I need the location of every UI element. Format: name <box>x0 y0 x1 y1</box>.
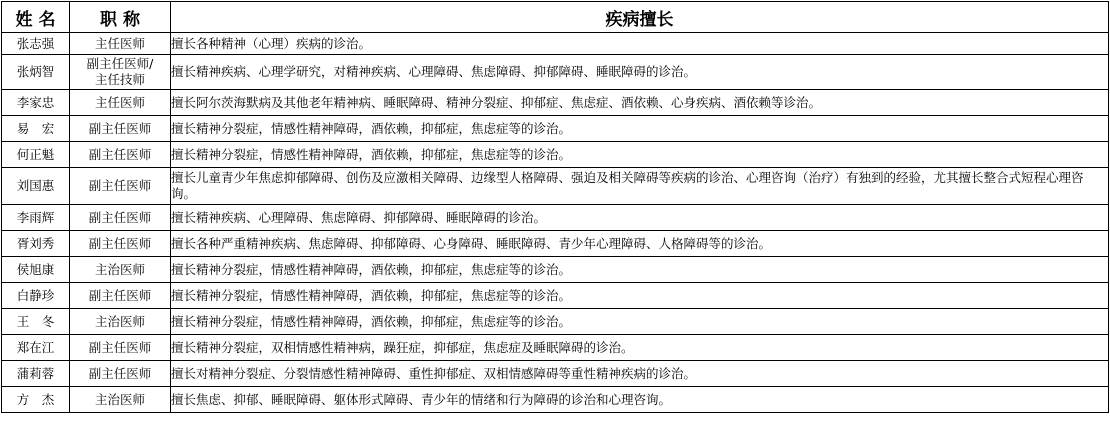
table-row <box>2 205 1109 231</box>
table-row <box>2 33 1109 55</box>
doctor-name: 张炳智 <box>2 55 70 90</box>
doctor-title: 副主任医师 <box>70 142 171 168</box>
doctor-specialty: 擅长阿尔茨海默病及其他老年精神病、睡眠障碍、精神分裂症、抑郁症、焦虑症、酒依赖、心身疾病、酒依赖等诊治。 <box>171 90 1109 116</box>
doctor-title: 副主任医师 <box>70 361 171 387</box>
table-row <box>2 168 1109 205</box>
doctor-title: 主治医师 <box>70 309 171 335</box>
header-specialty: 疾病擅长 <box>171 2 1109 33</box>
doctor-specialty: 擅长精神疾病、心理学研究，对精神疾病、心理障碍、焦虑障碍、抑郁障碍、睡眠障碍的诊治。 <box>171 55 1109 90</box>
doctor-specialty: 擅长精神分裂症，双相情感性精神病，躁狂症，抑郁症，焦虑症及睡眠障碍的诊治。 <box>171 335 1109 361</box>
doctor-title: 主治医师 <box>70 257 171 283</box>
doctor-title: 主任医师 <box>70 90 171 116</box>
table-row <box>2 361 1109 387</box>
table-row <box>2 335 1109 361</box>
doctor-name: 方 杰 <box>2 387 70 413</box>
doctor-specialty: 擅长各种严重精神疾病、焦虑障碍、抑郁障碍、心身障碍、睡眠障碍、青少年心理障碍、人格障碍等的诊治。 <box>171 231 1109 257</box>
doctor-specialty: 擅长精神疾病、心理障碍、焦虑障碍、抑郁障碍、睡眠障碍的诊治。 <box>171 205 1109 231</box>
table-row <box>2 55 1109 90</box>
doctor-specialty: 擅长精神分裂症，情感性精神障碍，酒依赖，抑郁症，焦虑症等的诊治。 <box>171 142 1109 168</box>
doctor-name: 侯旭康 <box>2 257 70 283</box>
table-row <box>2 309 1109 335</box>
doctor-specialty: 擅长精神分裂症，情感性精神障碍，酒依赖，抑郁症，焦虑症等的诊治。 <box>171 309 1109 335</box>
doctor-name: 李家忠 <box>2 90 70 116</box>
doctor-title: 副主任医师 <box>70 335 171 361</box>
doctor-name: 易 宏 <box>2 116 70 142</box>
doctor-specialty: 擅长精神分裂症，情感性精神障碍，酒依赖，抑郁症，焦虑症等的诊治。 <box>171 257 1109 283</box>
doctor-name: 白静珍 <box>2 283 70 309</box>
doctor-title: 副主任医师 <box>70 231 171 257</box>
doctor-name: 刘国惠 <box>2 168 70 205</box>
doctor-title: 副主任医师 <box>70 168 171 205</box>
header-title: 职 称 <box>70 2 171 33</box>
doctor-specialty: 擅长精神分裂症，情感性精神障碍，酒依赖，抑郁症，焦虑症等的诊治。 <box>171 283 1109 309</box>
doctor-name: 胥刘秀 <box>2 231 70 257</box>
doctor-name: 王 冬 <box>2 309 70 335</box>
doctor-name: 郑在江 <box>2 335 70 361</box>
doctor-title: 副主任医师/ 主任技师 <box>70 55 171 90</box>
table-row <box>2 142 1109 168</box>
table-row <box>2 231 1109 257</box>
table-header-row <box>2 2 1109 33</box>
table-row <box>2 387 1109 413</box>
table-row <box>2 90 1109 116</box>
doctor-name: 何正魁 <box>2 142 70 168</box>
doctor-specialty: 擅长对精神分裂症、分裂情感性精神障碍、重性抑郁症、双相情感障碍等重性精神疾病的诊治。 <box>171 361 1109 387</box>
doctor-name: 李雨辉 <box>2 205 70 231</box>
doctor-name: 蒲莉蓉 <box>2 361 70 387</box>
doctor-title: 主任医师 <box>70 33 171 55</box>
doctor-title: 副主任医师 <box>70 205 171 231</box>
doctor-specialty: 擅长各种精神（心理）疾病的诊治。 <box>171 33 1109 55</box>
doctor-title: 主治医师 <box>70 387 171 413</box>
table-row <box>2 283 1109 309</box>
doctor-specialty: 擅长焦虑、抑郁、睡眠障碍、躯体形式障碍、青少年的情绪和行为障碍的诊治和心理咨询。 <box>171 387 1109 413</box>
doctor-title: 副主任医师 <box>70 116 171 142</box>
doctor-specialty: 擅长精神分裂症，情感性精神障碍，酒依赖，抑郁症，焦虑症等的诊治。 <box>171 116 1109 142</box>
table-row <box>2 116 1109 142</box>
doctor-title: 副主任医师 <box>70 283 171 309</box>
header-name: 姓 名 <box>2 2 70 33</box>
doctor-specialty: 擅长儿童青少年焦虑抑郁障碍、创伤及应激相关障碍、边缘型人格障碍、强迫及相关障碍等疾病的诊治、心理咨询（治疗）有独到的经验，尤其擅长整合式短程心理咨询。 <box>171 168 1109 205</box>
doctor-name: 张志强 <box>2 33 70 55</box>
table-row <box>2 257 1109 283</box>
doctor-specialty-table <box>1 1 1109 413</box>
